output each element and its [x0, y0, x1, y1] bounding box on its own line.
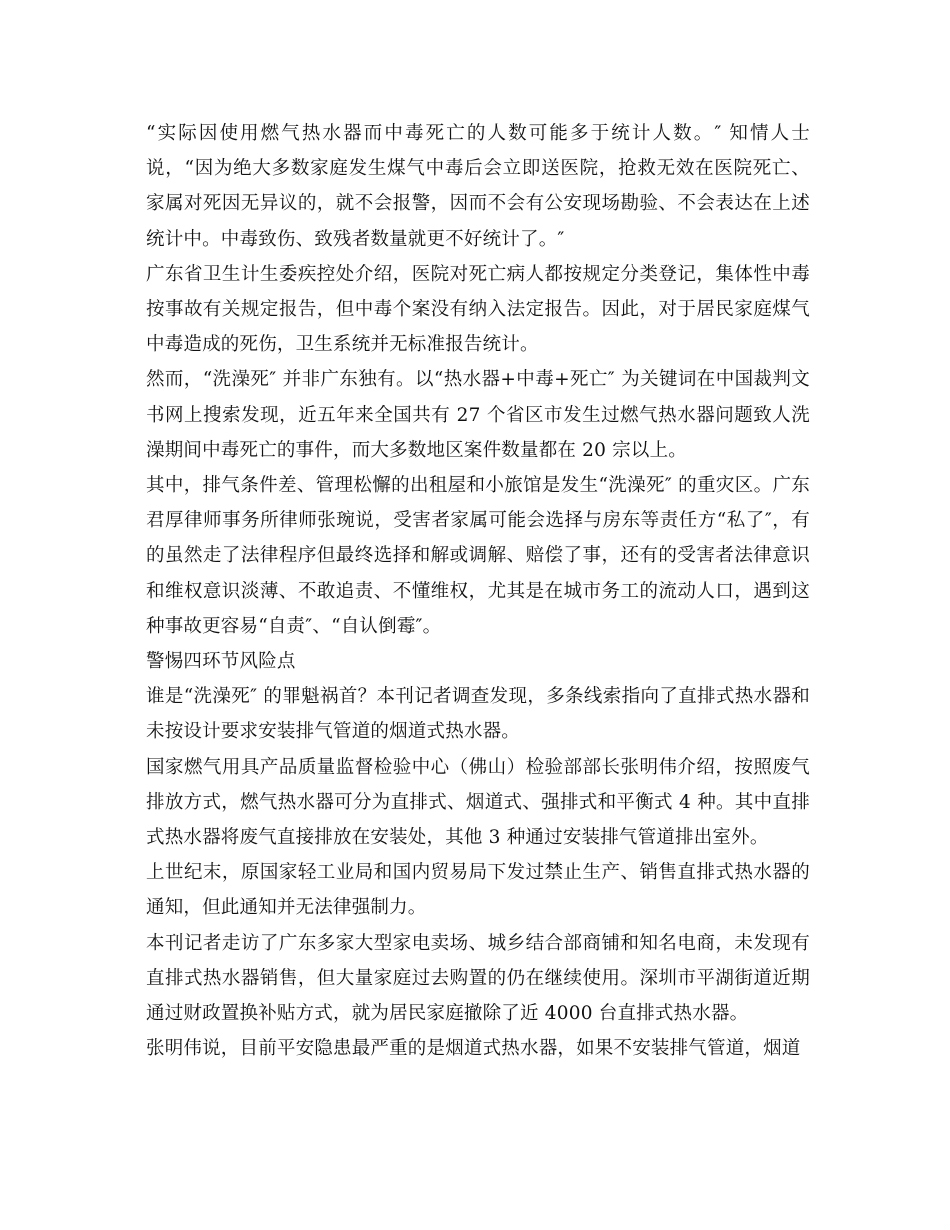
paragraph-7: 上世纪末，原国家轻工业局和国内贸易局下发过禁止生产、销售直排式热水器的通知，但此通知并无法律强制力。 — [146, 862, 810, 919]
paragraph-6: 国家燃气用具产品质量监督检验中心（佛山）检验部部长张明伟介绍，按照废气排放方式，燃气热水器可分为直排式、烟道式、强排式和平衡式 4 种。其中直排式热水器将废气直接排放在安装处，其他 3 种通过安装排气管道排出室外。 — [146, 756, 810, 849]
paragraph-8: 本刊记者走访了广东多家大型家电卖场、城乡结合部商铺和知名电商，未发现有直排式热水器销售，但大量家庭过去购置的仍在继续使用。深圳市平湖街道近期通过财政置换补贴方式，就为居民家庭撤除了近 4000 台直排式热水器。 — [146, 932, 810, 1025]
paragraph-9: 张明伟说，目前平安隐患最严重的是烟道式热水器，如果不安装排气管道，烟道 — [146, 1038, 801, 1060]
paragraph-2: 广东省卫生计生委疾控处介绍，医院对死亡病人都按规定分类登记，集体性中毒按事故有关规定报告，但中毒个案没有纳入法定报告。因此，对于居民家庭煤气中毒造成的死伤，卫生系统并无标准报告统计。 — [146, 263, 810, 356]
paragraph-3: 然而，“洗澡死″ 并非广东独有。以“热水器+中毒+死亡″ 为关键词在中国裁判文书网上搜索发现，近五年来全国共有 27 个省区市发生过燃气热水器问题致人洗澡期间中毒死亡的事件，而大多数地区案件数量都在 20 宗以上。 — [146, 369, 810, 461]
section-heading: 警惕四环节风险点 — [146, 651, 296, 673]
paragraph-4: 其中，排气条件差、管理松懈的出租屋和小旅馆是发生“洗澡死″ 的重灾区。广东君厚律师事务所律师张琬说，受害者家属可能会选择与房东等责任方“私了″，有的虽然走了法律程序但最终选择和解或调解、赔偿了事，还有的受害者法律意识和维权意识淡薄、不敢追责、不懂维权，尤其是在城市务工的流动人口，遇到这种事故更容易“自责″、“自认倒霉″。 — [146, 475, 810, 637]
article-body — [146, 116, 810, 1066]
paragraph-1: “实际因使用燃气热水器而中毒死亡的人数可能多于统计人数。″ 知情人士说，“因为绝大多数家庭发生煤气中毒后会立即送医院，抢救无效在医院死亡、家属对死因无异议的，就不会报警，因而不会有公安现场勘验、不会表达在上述统计中。中毒致伤、致残者数量就更不好统计了。″ — [146, 123, 810, 250]
paragraph-5: 谁是“洗澡死″ 的罪魁祸首？本刊记者调查发现，多条线索指向了直排式热水器和未按设计要求安装排气管道的烟道式热水器。 — [146, 686, 810, 743]
